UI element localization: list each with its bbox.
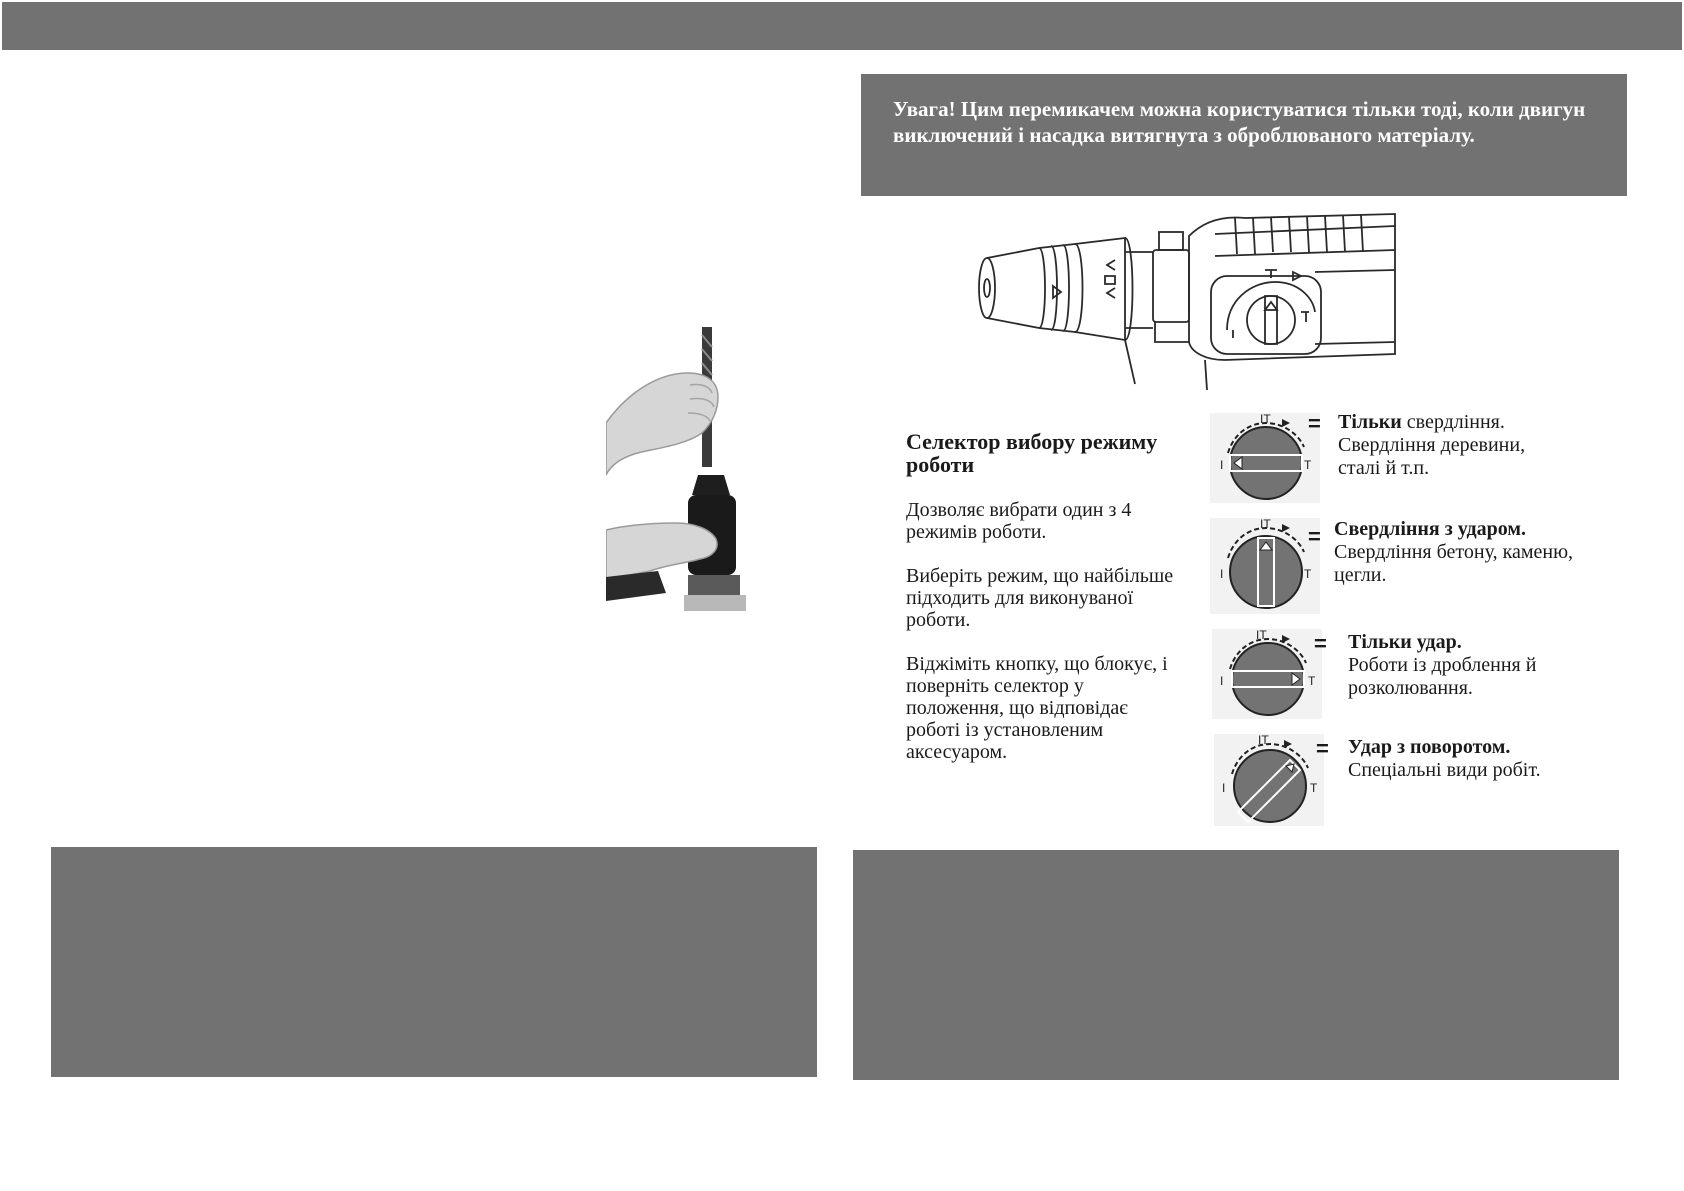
mode-2-description	[1334, 518, 1634, 587]
selector-paragraph-2: Виберіть режим, що найбільше підходить для виконуваної роботи.	[906, 565, 1174, 631]
equals-sign: =	[1314, 631, 1327, 656]
dial-chisel-icon	[1212, 629, 1322, 719]
svg-text:T: T	[1304, 567, 1312, 581]
bit-insertion-photo	[606, 325, 746, 611]
mode-1-title: Тільки	[1338, 411, 1402, 433]
equals-sign: =	[1308, 411, 1321, 436]
warning-box	[861, 74, 1627, 196]
dial-hammer-drill-icon	[1210, 518, 1320, 614]
mode-3-description	[1348, 631, 1648, 700]
mode-4-line2: Спеціальні види робіт.	[1348, 759, 1541, 781]
svg-text:T: T	[1308, 674, 1316, 688]
selector-paragraph-1: Дозволяє вибрати один з 4 режимів роботи.	[906, 499, 1132, 543]
mode-1-title-rest: свердління.	[1401, 411, 1505, 433]
mode-1-description	[1338, 411, 1638, 480]
mode-3-line2: Роботи із дроблення й	[1348, 654, 1537, 676]
svg-text:I: I	[1220, 674, 1224, 688]
mode-1-line2: Свердління деревини,	[1338, 434, 1526, 456]
mode-4-title: Удар з поворотом.	[1348, 736, 1511, 758]
svg-text:IT: IT	[1260, 518, 1271, 531]
rotary-hammer-illustration	[975, 212, 1415, 392]
gray-panel-left	[51, 847, 817, 1077]
dial-drill-icon	[1210, 413, 1320, 503]
header-bar	[2, 2, 1682, 50]
svg-text:IT: IT	[1256, 629, 1267, 642]
svg-text:T: T	[1310, 781, 1318, 795]
mode-2-line3: цегли.	[1334, 564, 1387, 586]
gray-panel-right	[853, 850, 1619, 1080]
svg-text:I: I	[1220, 458, 1224, 472]
svg-text:T: T	[1304, 458, 1312, 472]
svg-text:IT: IT	[1260, 413, 1271, 426]
equals-sign: =	[1308, 524, 1321, 549]
dial-rotation-icon	[1214, 734, 1324, 826]
selector-paragraph-3: Віджіміть кнопку, що блокує, і поверніть селектор у положення, що відповідає роботі із установленим аксесуаром.	[906, 653, 1168, 763]
mode-3-title: Тільки удар.	[1348, 631, 1462, 653]
mode-1-line3: сталі й т.п.	[1338, 457, 1430, 479]
svg-text:I: I	[1220, 567, 1224, 581]
selector-heading: Селектор вибору режиму роботи	[906, 429, 1158, 477]
mode-4-description	[1348, 736, 1648, 782]
mode-2-line2: Свердління бетону, каменю,	[1334, 541, 1574, 563]
svg-text:I: I	[1222, 781, 1226, 795]
equals-sign: =	[1316, 736, 1329, 761]
mode-3-line3: розколювання.	[1348, 677, 1473, 699]
warning-text: Увага! Цим перемикачем можна користуватися тільки тоді, коли двигун виключений і насадка витягнута з оброблюваного матеріалу.	[893, 97, 1586, 147]
svg-text:IT: IT	[1258, 734, 1269, 747]
mode-2-title: Свердління з ударом.	[1334, 518, 1527, 540]
